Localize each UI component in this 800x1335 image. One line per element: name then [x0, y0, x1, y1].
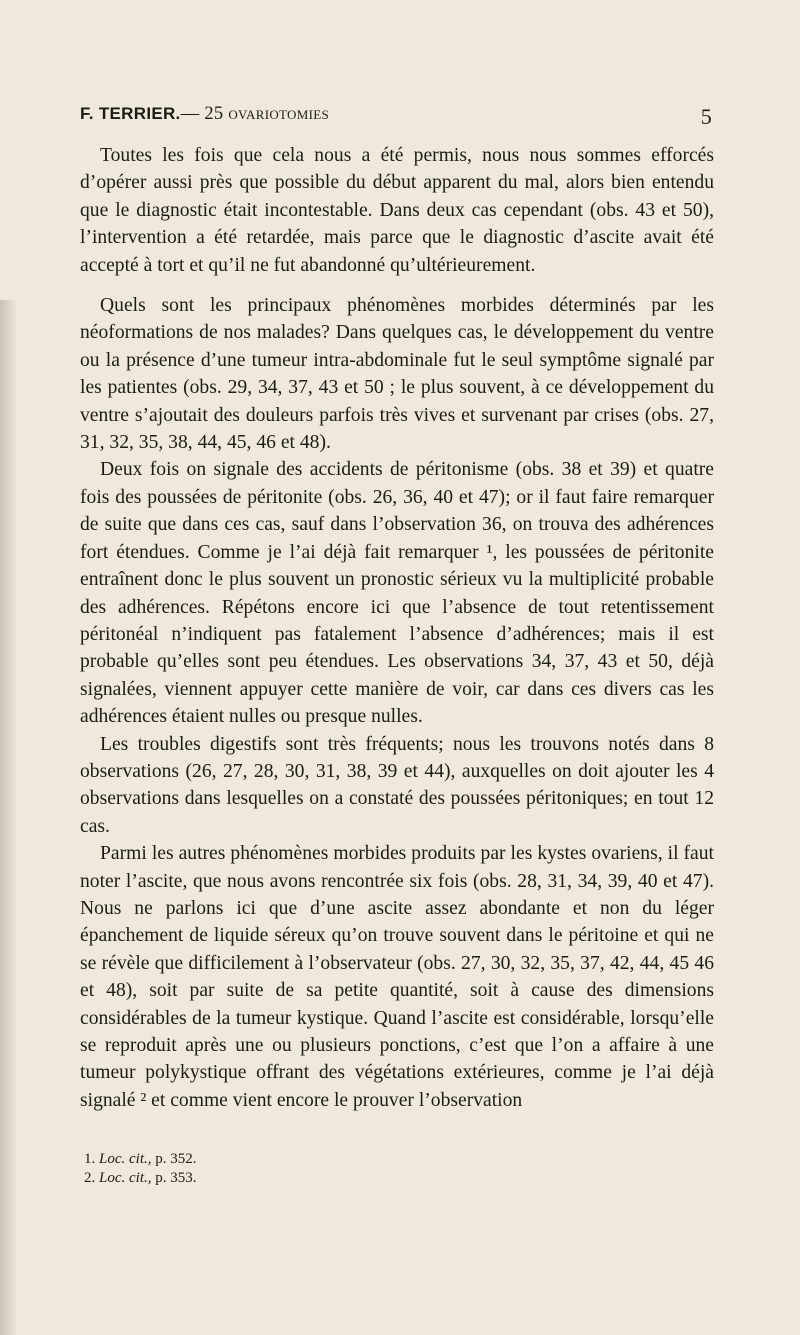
running-header	[80, 104, 712, 134]
author-name: F. TERRIER.	[80, 104, 181, 123]
page-edge-shadow	[0, 300, 18, 1335]
footnote-page: p. 352.	[155, 1151, 197, 1167]
footnote	[84, 1150, 484, 1169]
header-dash: — 25	[180, 104, 224, 124]
header-section: ovariotomies	[228, 104, 329, 124]
paragraph: Parmi les autres phénomènes morbides produits par les kystes ovariens, il faut noter l’ascite, que nous avons rencontrée six fois (obs. 28, 31, 34, 39, 40 et 47). Nous ne parlons ici que d’une ascite assez abondante et non du léger épanchement de liquide séreux qu’on trouve souvent dans le péritoine et qui ne se révèle que difficilement à l’observateur (obs. 27, 30, 32, 35, 37, 42, 44, 45 46 et 48), soit par suite de sa petite quantité, soit à cause des dimensions considérables de la tumeur kystique. Quand l’ascite est considérable, lorsqu’elle se reproduit après une ou plusieurs ponctions, c’est que l’on a affaire à une tumeur polykystique offrant des végétations extérieures, comme je l’ai déjà signalé ² et comme vient encore le prouver l’observation	[80, 843, 714, 1111]
footnote-number: 1.	[84, 1151, 96, 1167]
page-number: 5	[700, 104, 712, 129]
paragraph: Quels sont les principaux phénomènes morbides déterminés par les néoformations de nos malades? Dans quelques cas, le développement du ventre ou la présence d’une tumeur intra-abdominale fut le seul symptôme signalé par les patientes (obs. 29, 34, 37, 43 et 50 ; le plus souvent, à ce développement du ventre s’ajoutait des douleurs parfois très vives et survenant par crises (obs. 27, 31, 32, 35, 38, 44, 45, 46 et 48).	[80, 295, 714, 454]
paragraph: Les troubles digestifs sont très fréquents; nous les trouvons notés dans 8 observations (26, 27, 28, 30, 31, 38, 39 et 44), auxquelles on doit ajouter les 4 observations dans lesquelles on a constaté des poussées péritoniques; en tout 12 cas.	[80, 733, 714, 837]
body-text	[80, 142, 714, 1114]
running-title	[80, 104, 329, 125]
footnote-number: 2.	[84, 1170, 96, 1186]
footnote-reference: Loc. cit.,	[99, 1151, 152, 1167]
paragraph: Toutes les fois que cela nous a été permis, nous nous sommes efforcés d’opérer aussi près que possible du début apparent du mal, alors bien entendu que le diagnostic était incontestable. Dans deux cas cependant (obs. 43 et 50), l’intervention a été retardée, mais parce que le diagnostic d’ascite avait été accepté à tort et qu’il ne fut abandonné qu’ultérieurement.	[80, 145, 714, 276]
footnote-page: p. 353.	[155, 1170, 197, 1186]
footnotes	[84, 1150, 484, 1188]
footnote	[84, 1169, 484, 1188]
footnote-reference: Loc. cit.,	[99, 1170, 152, 1186]
paragraph: Deux fois on signale des accidents de péritonisme (obs. 38 et 39) et quatre fois des poussées de péritonite (obs. 26, 36, 40 et 47); or il faut faire remarquer de suite que dans ces cas, sauf dans l’observation 36, on trouva des adhérences fort étendues. Comme je l’ai déjà fait remarquer ¹, les poussées de péritonite entraînent donc le plus souvent un pronostic sérieux vu la multiplicité probable des adhérences. Répétons encore ici que l’absence de tout retentissement péritonéal n’indiquent pas fatalement l’absence d’adhérences; mais il est probable qu’elles sont peu étendues. Les observations 34, 37, 43 et 50, déjà signalées, viennent appuyer cette manière de voir, car dans ces divers cas les adhérences étaient nulles ou presque nulles.	[80, 459, 714, 728]
